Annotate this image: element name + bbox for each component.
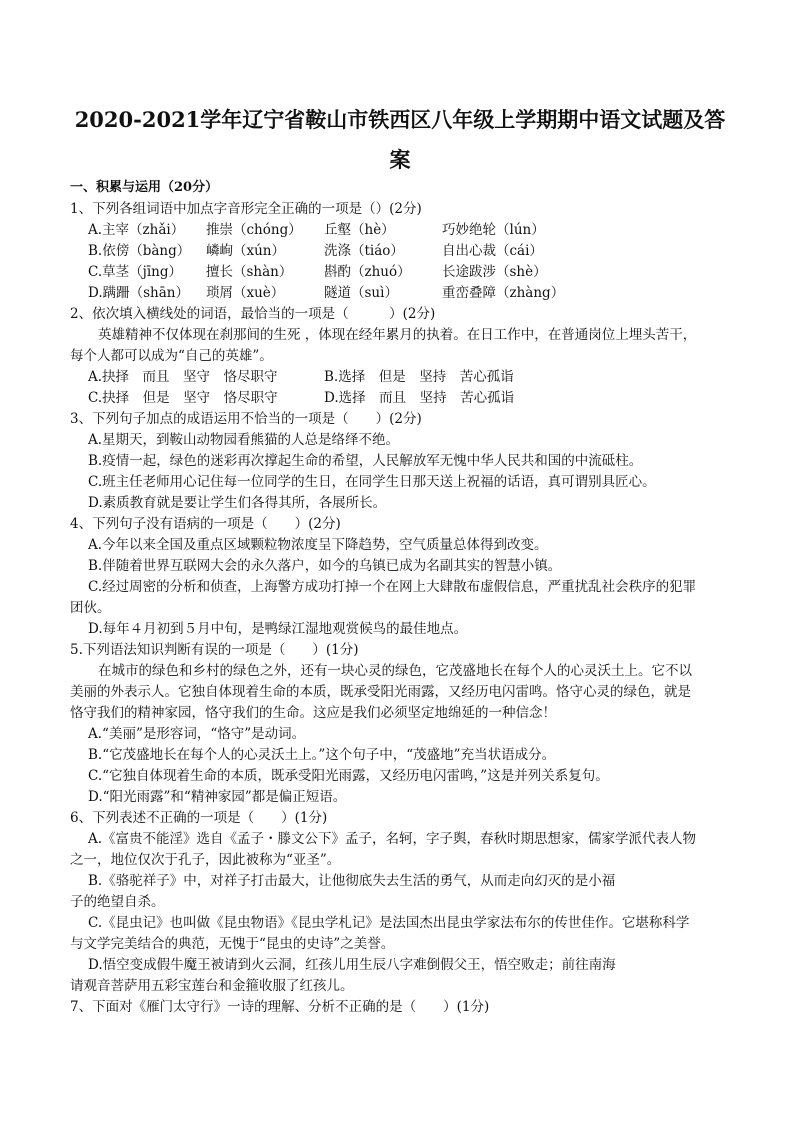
question-6-option-c-cont: 与文学完美结合的典范，无愧于“昆虫的史诗”之美誉。 [70,936,395,952]
question-6-option-b: B.《骆驼祥子》中，对祥子打击最大，让他彻底失去生活的勇气，从而走向幻灭的是小福 [88,873,616,889]
question-4-option-d: D.每年４月初到５月中旬，是鸭绿江湿地观赏候鸟的最佳地点。 [88,621,468,637]
page-title-continuation: 案 [389,147,411,172]
question-5-stem: 5.下列语法知识判断有误的一项是（ ）(1分) [70,642,359,658]
question-5-option: A.“美丽”是形容词，“恪守”是动词。 [88,726,306,742]
question-1-row-d: D.蹒跚（shān） 琐屑（xuè） 隧道（suì） 重峦叠障（zhàng） [88,285,565,301]
question-6-option-c: C.《昆虫记》也叫做《昆虫物语》《昆虫学札记》是法国杰出昆虫学家法布尔的传世佳作。它堪称科学 [88,915,690,931]
question-2-options-ab: A.抉择 而且 坚守 恪尽职守 B.选择 但是 坚持 苦心孤诣 [88,369,514,385]
question-3-option: B.疫情一起，绿色的迷彩再次撑起生命的希望，人民解放军无愧中华人民共和国的中流砥柱。 [88,453,643,469]
question-5-option: D.“阳光雨露”和“精神家园”都是偏正短语。 [88,789,347,805]
question-3-option: A.星期天，到鞍山动物园看熊猫的人总是络绎不绝。 [88,432,400,448]
question-6-option-d-cont: 请观音菩萨用五彩宝莲台和金箍收服了红孩儿。 [70,978,354,994]
question-2-passage: 英雄精神不仅体现在刹那间的生死 ，体现在经年累月的执着。在日工作中，在普通岗位上埋头苦干， [98,327,697,343]
question-5-passage-cont: 恪守我们的精神家园，恪守我们的生命。这应是我们必须坚定地绵延的一种信念！ [70,705,556,721]
question-1-row-a: A.主宰（zhǎi） 推崇（chóng） 丘壑（hè） 巧妙绝轮（lún） [88,222,545,238]
question-1-stem: 1、下列各组词语中加点字音形完全正确的一项是（）(2分) [70,201,422,217]
question-4-option-b: B.伴随着世界互联网大会的永久落户，如今的乌镇已成为名副其实的智慧小镇。 [88,558,562,574]
question-6-option-a-cont: 之一，地位仅次于孔子，因此被称为“亚圣”。 [70,852,341,868]
question-2-stem: 2、依次填入横线处的词语，最恰当的一项是（ ）(2分) [70,306,436,322]
question-5-option: B.“它茂盛地长在每个人的心灵沃土上。”这个句子中，“茂盛地”充当状语成分。 [88,747,556,763]
question-1-row-c: C.草茎（jīng） 擅长（shàn） 斟酌（zhuó） 长途跋涉（shè） [88,264,547,280]
question-1-row-b: B.依傍（bàng） 嶙峋（xún） 洗涤（tiáo） 自出心裁（cái） [88,243,543,259]
question-2-options-cd: C.抉择 但是 坚守 恪尽职守 D.选择 而且 坚持 苦心孤诣 [88,390,515,406]
page-title: 2020-2021学年辽宁省鞍山市铁西区八年级上学期期中语文试题及答 [74,107,726,132]
question-4-option-a: A.今年以来全国及重点区域颗粒物浓度呈下降趋势，空气质量总体得到改变。 [88,537,548,553]
question-6-option-b-cont: 子的绝望自杀。 [70,894,165,910]
question-5-passage-cont: 美丽的外表示人。它独自体现着生命的本质，既承受阳光雨露，又经历电闪雷鸣。恪守心灵的绿色，就是 [70,684,691,700]
question-7-stem: 7、下面对《雁门太守行》一诗的理解、分析不正确的是（ ）(1分) [70,999,490,1015]
question-6-stem: 6、下列表述不正确的一项是（ ）(1分) [70,810,328,826]
section-heading: 一、积累与运用（20分） [70,180,219,195]
question-6-option-d: D.悟空变成假牛魔王被请到火云洞，红孩儿用生辰八字难倒假父王，悟空败走；前往南海 [88,957,616,973]
question-4-option-c: C.经过周密的分析和侦查，上海警方成功打掉一个在网上大肆散布虚假信息，严重扰乱社会秩序的犯罪 [88,579,697,595]
question-5-passage: 在城市的绿色和乡村的绿色之外，还有一块心灵的绿色，它茂盛地长在每个人的心灵沃土上。它不以 [98,663,692,679]
question-5-option: C.“它独自体现着生命的本质，既承受阳光雨露，又经历电闪雷鸣，”这是并列关系复句。 [88,768,609,784]
question-2-passage-cont: 每个人都可以成为“自己的英雄”。 [70,348,273,364]
question-4-stem: 4、下列句子没有语病的一项是（ ）(2分) [70,516,341,532]
question-3-option: C.班主任老师用心记住每一位同学的生日，在同学生日那天送上祝福的话语，真可谓别具匠心。 [88,474,656,490]
question-6-option-a: A.《富贵不能淫》选自《孟子・滕文公下》孟子，名轲，字子舆，春秋时期思想家，儒家学派代表人物 [88,831,697,847]
question-4-option-c-cont: 团伙。 [70,600,111,616]
question-3-option: D.素质教育就是要让学生们各得其所，各展所长。 [88,495,387,511]
question-3-stem: 3、下列句子加点的成语运用不恰当的一项是（ ）(2分) [70,411,422,427]
